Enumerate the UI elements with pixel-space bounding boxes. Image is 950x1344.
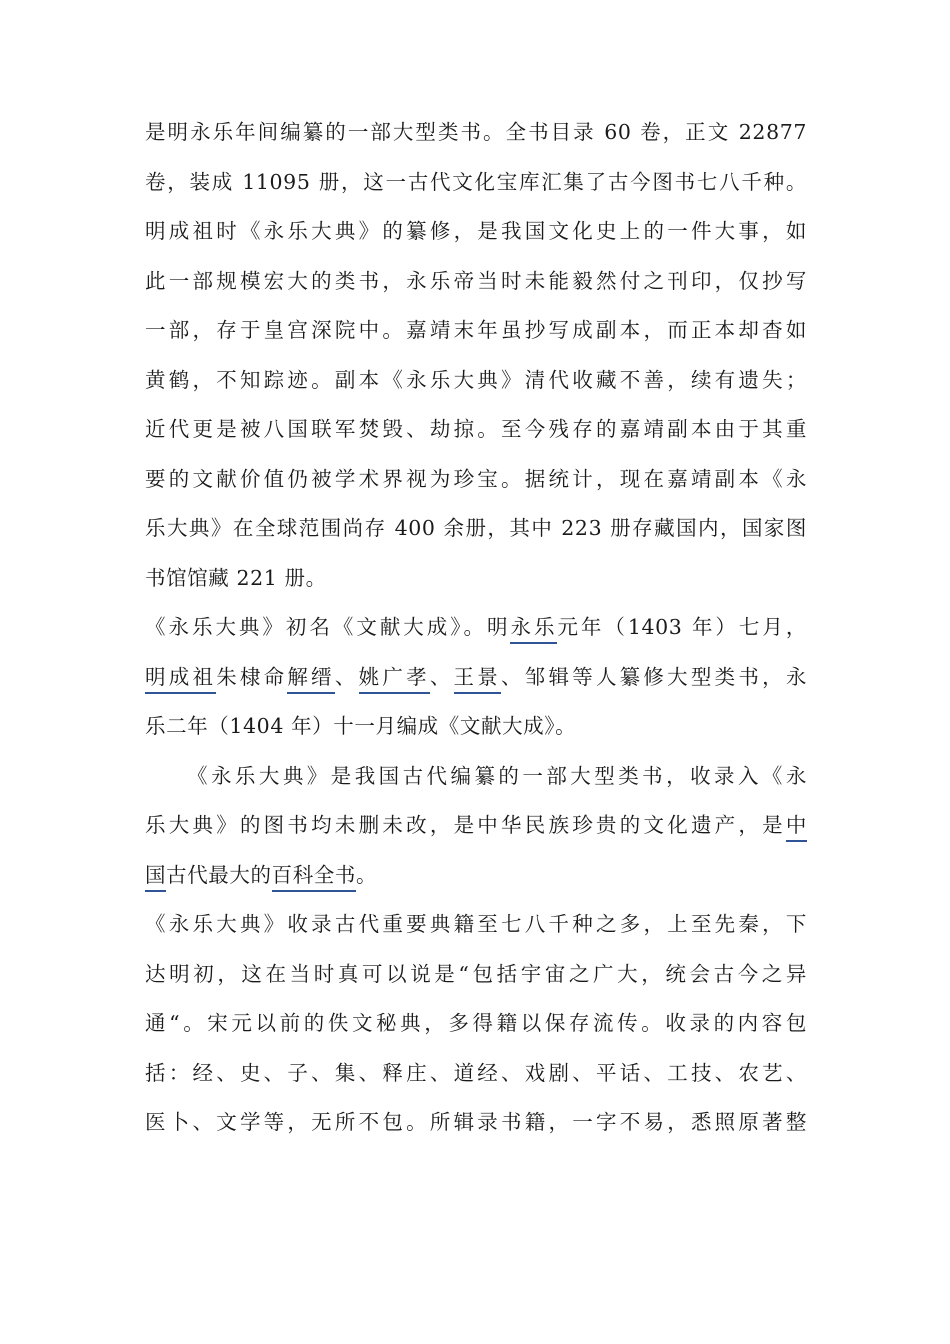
link-zhongguo-part2[interactable]: 国 (145, 863, 166, 892)
text-run: 、 (429, 664, 454, 689)
text-line: 明成祖时《永乐大典》的纂修，是我国文化史上的一件大事，如 (145, 219, 807, 243)
text-line (145, 851, 807, 901)
text-line: 要的文献价值仍被学术界视为珍宝。据统计，现在嘉靖副本《永 (145, 466, 807, 491)
paragraph-intro (145, 108, 807, 603)
paragraph-significance (145, 752, 807, 901)
text-line: 达明初，这在当时真可以说是“包括宇宙之广大，统会古今之异 (145, 961, 807, 986)
text-line: 是明永乐年间编纂的一部大型类书。全书目录 60 卷，正文 22877 (145, 120, 807, 144)
text-line: 一部，存于皇宫深院中。嘉靖末年虽抄写成副本，而正本却杳如 (145, 318, 807, 342)
text-run: 《永乐大典》初名《文献大成》。明 (145, 615, 511, 639)
document-page (145, 108, 807, 1148)
text-line: 卷，装成 11095 册，这一古代文化宝库汇集了古今图书七八千种。 (145, 169, 807, 194)
text-run: 、邹辑等人纂修大型类书，永 (501, 664, 807, 689)
text-line: 乐大典》在全球范围尚存 400 余册，其中 223 册存藏国内，国家图 (145, 516, 807, 540)
text-line: 书馆馆藏 221 册。 (145, 565, 327, 590)
text-run: 乐大典》的图书均未删未改，是中华民族珍贵的文化遗产，是 (145, 813, 786, 837)
link-wang-jing[interactable]: 王景 (454, 665, 501, 694)
text-run: 元年（1403 年）七月， (557, 615, 807, 639)
text-run: 古代最大的 (166, 862, 272, 887)
text-line: 《永乐大典》收录古代重要典籍至七八千种之多，上至先秦，下 (145, 912, 807, 936)
text-line: 此一部规模宏大的类书，永乐帝当时未能毅然付之刊印，仅抄写 (145, 268, 807, 293)
text-line: 近代更是被八国联军焚毁、劫掠。至今残存的嘉靖副本由于其重 (145, 417, 807, 441)
link-yao-guangxiao[interactable]: 姚广孝 (359, 665, 430, 694)
text-line: 乐二年（1404 年）十一月编成《文献大成》。 (145, 714, 577, 738)
text-line: 《永乐大典》是我国古代编纂的一部大型类书，收录入《永 (187, 763, 807, 788)
paragraph-origin (145, 603, 807, 752)
link-yongle[interactable]: 永乐 (510, 615, 557, 644)
text-line (145, 653, 807, 703)
link-zhongguo-part1[interactable]: 中 (786, 813, 807, 842)
link-xie-jin[interactable]: 解缙 (287, 665, 334, 694)
text-line: 括：经、史、子、集、释庄、道经、戏剧、平话、工技、农艺、 (145, 1060, 807, 1085)
text-line: 黄鹤，不知踪迹。副本《永乐大典》清代收藏不善，续有遗失； (145, 367, 807, 392)
text-line (145, 801, 807, 851)
text-run: 、 (334, 664, 359, 689)
paragraph-contents (145, 900, 807, 1148)
link-encyclopedia[interactable]: 百科全书 (272, 863, 356, 892)
text-run: 朱棣命 (216, 664, 288, 689)
link-ming-chengzu[interactable]: 明成祖 (145, 665, 216, 694)
text-line: 通“。宋元以前的佚文秘典，多得籍以保存流传。收录的内容包 (145, 1011, 807, 1035)
text-line: 医卜、文学等，无所不包。所辑录书籍，一字不易，悉照原著整 (145, 1110, 807, 1134)
text-line (145, 603, 807, 653)
text-run: 。 (356, 862, 378, 887)
